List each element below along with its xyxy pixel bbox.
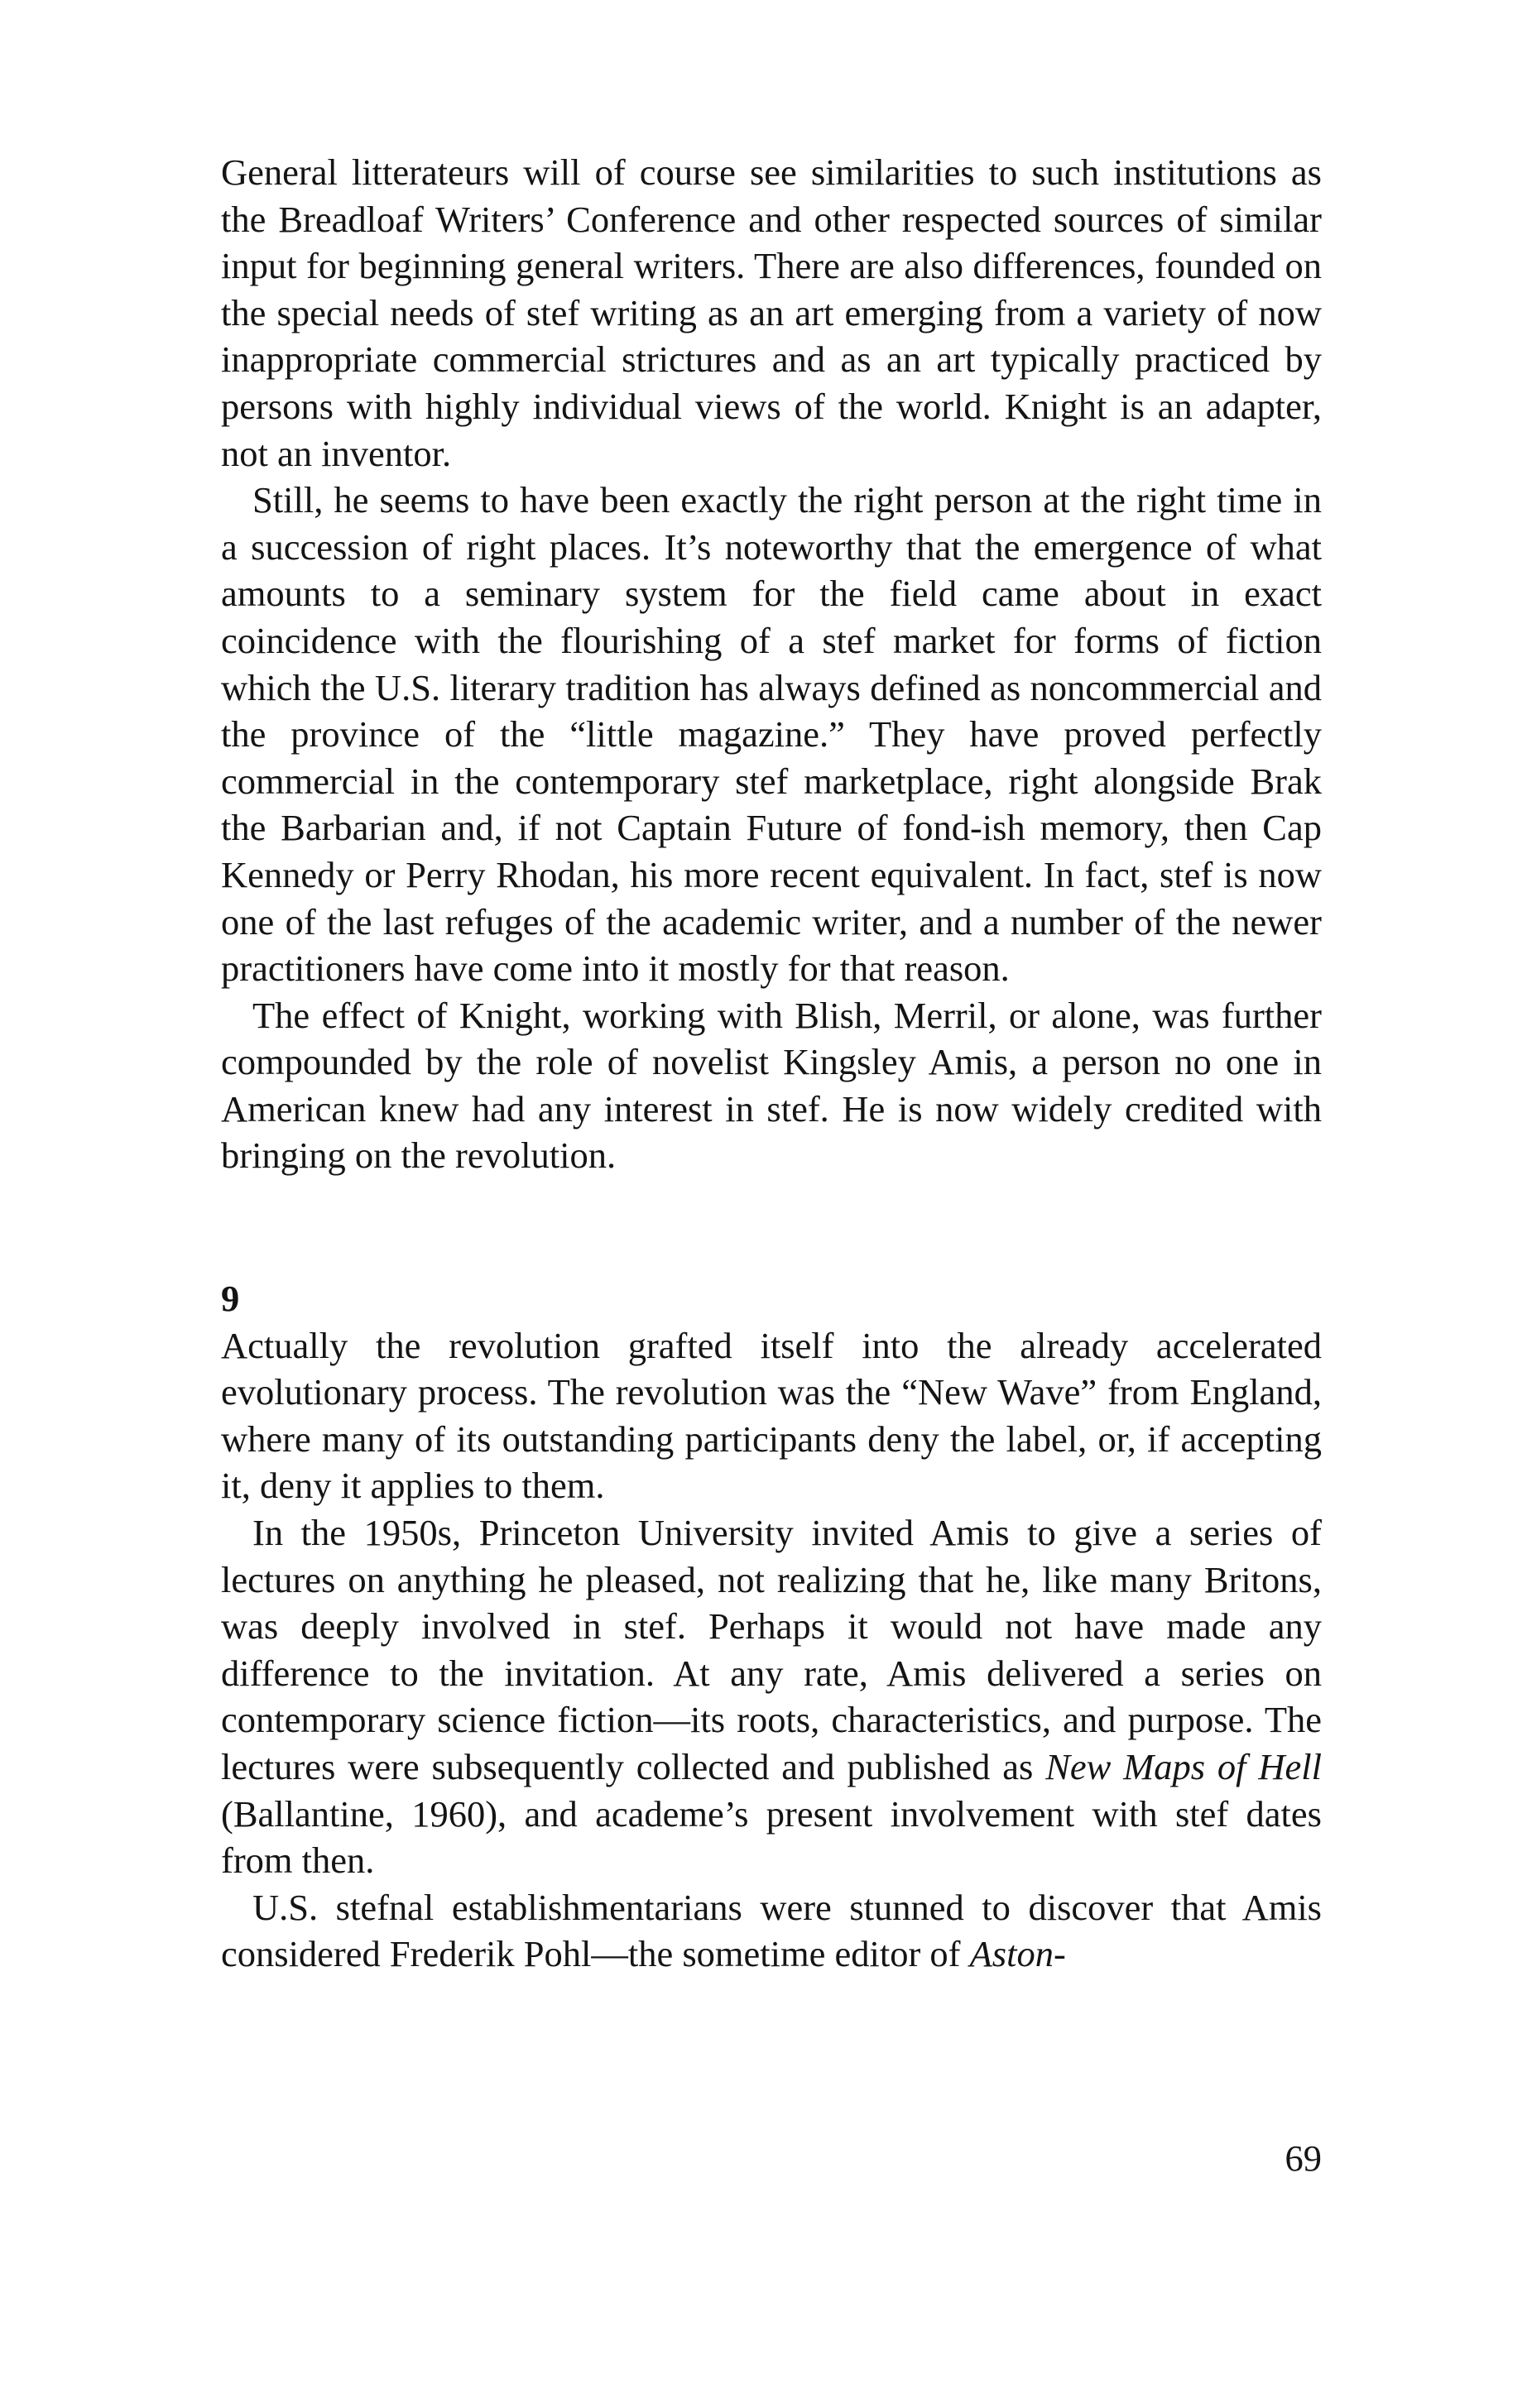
establishmentarians-text: U.S. stefnal establishmentarians were stunned to discover that Amis considered Frederik Pohl—the sometime editor of bbox=[221, 1886, 1322, 1975]
paragraph-effect-of-knight: The effect of Knight, working with Blish, Merril, or alone, was further compounded by the role of novelist Kingsley Amis, a person no one in American knew had any interest in stef. He is now widely credited with bringing on the revolution. bbox=[221, 994, 1322, 1177]
section-number: 9 bbox=[221, 1278, 240, 1320]
paragraph-princeton bbox=[221, 1509, 1322, 1884]
paragraph-revolution: Actually the revolution grafted itself into the already accelerated evolutionary process. The revolution was the “New Wave” from England, where many of its outstanding participants deny the label, or, if accepting it, deny it applies to them. bbox=[221, 1324, 1322, 1507]
princeton-text-after-title: (Ballantine, 1960), and academe’s present involvement with stef dates from then. bbox=[221, 1792, 1322, 1882]
book-title-new-maps-of-hell: New Maps of Hell bbox=[1045, 1746, 1322, 1787]
page-number: 69 bbox=[1285, 2137, 1322, 2179]
paragraph-right-person: Still, he seems to have been exactly the right person at the right time in a succession of right places. It’s noteworthy that the emergence of what amounts to a seminary system for the field came about in exact coincidence with the flourishing of a stef market for forms of fiction which the U.S. literary tradition has always defined as noncommercial and the province of the “little magazine.” They have proved perfectly commercial in the contemporary stef marketplace, right alongside Brak the Barbarian and, if not Captain Future of fond-ish memory, then Cap Kennedy or Perry Rhodan, his more recent equivalent. In fact, stef is now one of the last refuges of the academic writer, and a number of the newer practitioners have come into it mostly for that reason. bbox=[221, 479, 1322, 990]
italic-astounding-fragment: Aston- bbox=[969, 1933, 1066, 1975]
princeton-text-before-title: In the 1950s, Princeton University invited Amis to give a series of lectures on anything he pleased, not realizing that he, like many Britons, was deeply involved in stef. Perhaps it would not have made any difference to the invitation. At any rate, Amis delivered a series on contemporary science fiction—its roots, characteristics, and purpose. The lectures were subsequently collected and published as bbox=[221, 1512, 1322, 1787]
section-gap bbox=[221, 1179, 1322, 1275]
paragraph-establishmentarians bbox=[221, 1884, 1322, 1978]
page-body bbox=[221, 149, 1322, 1978]
paragraph-litterateurs: General litterateurs will of course see similarities to such institutions as the Breadloaf Writers’ Conference and other respected sources of similar input for beginning general writers. There are also differences, founded on the special needs of stef writing as an art emerging from a variety of now inappropriate commercial strictures and as an art typically practiced by persons with highly individual views of the world. Knight is an adapter, not an inventor. bbox=[221, 151, 1322, 474]
